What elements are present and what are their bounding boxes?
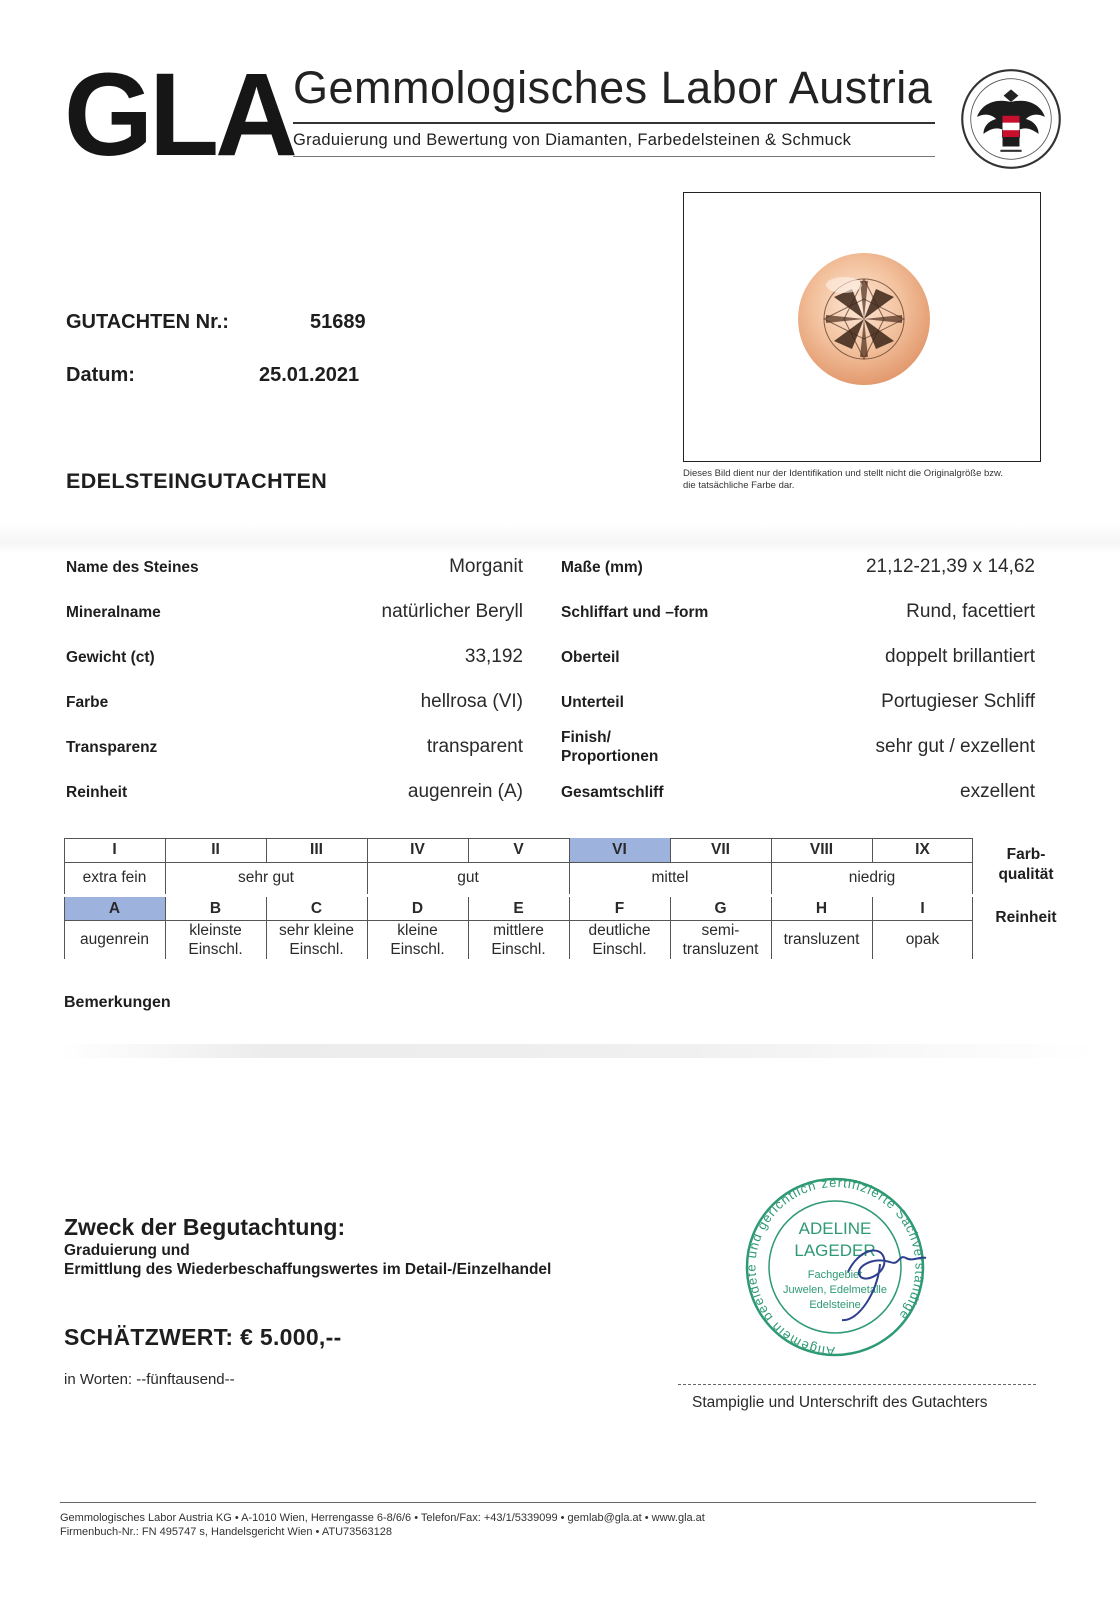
clarity-label: Reinheit xyxy=(995,909,1057,926)
lab-name: Gemmologisches Labor Austria xyxy=(293,62,933,113)
clarity-description-line: Einschl. xyxy=(592,941,647,958)
property-value: Rund, facettiert xyxy=(906,601,1035,622)
clarity-description-line: semi- xyxy=(701,922,740,939)
color-quality-label-line2: qualität xyxy=(998,866,1054,883)
stamp-ring-text: Allgemein beeidete und gerichtlich zertifizierte Sachverständige xyxy=(743,1174,928,1360)
color-grade-cell: II xyxy=(211,841,220,858)
clarity-description xyxy=(367,921,468,959)
property-value: exzellent xyxy=(960,781,1035,802)
clarity-description-line: transluzent xyxy=(682,941,759,958)
austrian-eagle-crest-icon xyxy=(958,66,1064,172)
color-group-label: extra fein xyxy=(82,869,147,886)
property-value: hellrosa (VI) xyxy=(420,691,523,712)
certificate-number: 51689 xyxy=(310,311,366,333)
clarity-grade-cell: F xyxy=(614,900,625,917)
date-label: Datum: xyxy=(66,364,135,386)
property-value: transparent xyxy=(426,736,523,757)
color-grade-cell: VII xyxy=(711,841,730,858)
clarity-grade-cell: C xyxy=(310,900,323,917)
color-quality-label-line1: Farb- xyxy=(1006,846,1046,863)
clarity-description: augenrein xyxy=(80,931,149,948)
property-label: Schliffart und –form xyxy=(561,604,709,621)
color-grade-cell: IX xyxy=(915,841,930,858)
property-label: Maße (mm) xyxy=(561,559,643,576)
property-value: sehr gut / exzellent xyxy=(875,736,1035,757)
clarity-description-line: Einschl. xyxy=(289,941,344,958)
property-value: natürlicher Beryll xyxy=(381,601,523,622)
remarks-band xyxy=(60,1044,1100,1058)
clarity-description-line: Einschl. xyxy=(188,941,243,958)
color-quality-label xyxy=(982,845,1070,885)
color-grade-cell-selected: VI xyxy=(569,838,670,862)
clarity-description xyxy=(670,921,771,959)
clarity-description-line: sehr kleine xyxy=(279,922,354,939)
clarity-grade-cell: G xyxy=(714,900,727,917)
color-grade-cell: V xyxy=(513,841,524,858)
property-value: 33,192 xyxy=(464,646,523,667)
property-label: Unterteil xyxy=(561,694,624,711)
color-grade-cell: I xyxy=(112,841,117,858)
svg-text:Allgemein beeidete und gericht xyxy=(743,1175,927,1359)
stamp-line5: Edelsteine xyxy=(809,1299,861,1311)
property-label: Proportionen xyxy=(561,748,659,765)
footer-address: Gemmologisches Labor Austria KG • A-1010 Wien, Herrengasse 6-8/6/6 • Telefon/Fax: +43/1/5339099 • gemlab@gla.at • www.gla.at xyxy=(60,1512,705,1524)
header-rule xyxy=(293,122,935,124)
clarity-description-line: kleine xyxy=(397,922,438,939)
color-grade-cell: III xyxy=(310,841,323,858)
document-title: EDELSTEINGUTACHTEN xyxy=(66,469,328,493)
stamp-name-line1: ADELINE xyxy=(798,1219,872,1238)
property-value: Morganit xyxy=(449,556,523,577)
property-label: Oberteil xyxy=(561,649,620,666)
color-grade-grid xyxy=(64,838,973,894)
property-value: 21,12-21,39 x 14,62 xyxy=(865,556,1035,577)
clarity-description: opak xyxy=(905,931,940,948)
property-label: Reinheit xyxy=(66,784,128,801)
gemstone-image xyxy=(684,193,1040,461)
clarity-grade-cell: B xyxy=(209,900,222,917)
clarity-grade-cell: D xyxy=(411,900,424,917)
stamp-line3: Fachgebiet xyxy=(807,1269,863,1281)
color-group-label: gut xyxy=(457,869,479,886)
header-rule-bottom xyxy=(293,156,935,157)
clarity-description-line: deutliche xyxy=(588,922,651,939)
remarks-label: Bemerkungen xyxy=(64,994,171,1011)
estimated-value: SCHÄTZWERT: € 5.000,-- xyxy=(64,1324,342,1350)
clarity-grade-cell: H xyxy=(815,900,828,917)
property-value: Portugieser Schliff xyxy=(881,691,1035,712)
property-value: augenrein (A) xyxy=(407,781,523,802)
clarity-description-line: Einschl. xyxy=(491,941,546,958)
color-group-label: niedrig xyxy=(848,869,896,886)
appraiser-stamp-icon xyxy=(740,1172,960,1362)
certificate-number-label: GUTACHTEN Nr.: xyxy=(66,311,229,333)
clarity-grade-cell-selected: A xyxy=(64,897,165,920)
color-group-label: sehr gut xyxy=(237,869,294,886)
estimated-value-in-words: in Worten: --fünftausend-- xyxy=(64,1371,235,1388)
property-label: Finish/ xyxy=(561,729,611,746)
clarity-description-line: mittlere xyxy=(493,922,544,939)
clarity-description: transluzent xyxy=(783,931,860,948)
clarity-description-line: Einschl. xyxy=(390,941,445,958)
clarity-description xyxy=(468,921,569,959)
color-grade-cell: VIII xyxy=(809,841,834,858)
property-value: doppelt brillantiert xyxy=(885,646,1035,667)
stamp-line4: Juwelen, Edelmetalle xyxy=(783,1284,887,1296)
clarity-description xyxy=(165,921,266,959)
color-group-label: mittel xyxy=(651,869,689,886)
property-label: Name des Steines xyxy=(66,559,199,576)
property-label: Gewicht (ct) xyxy=(66,649,155,666)
clarity-description xyxy=(569,921,670,959)
clarity-description xyxy=(266,921,367,959)
signature-label: Stampiglie und Unterschrift des Gutachters xyxy=(692,1394,988,1411)
purpose-line: Graduierung und xyxy=(64,1242,190,1259)
clarity-grade-cell: I xyxy=(920,900,925,917)
date-value: 25.01.2021 xyxy=(259,364,360,386)
lab-subtitle: Graduierung und Bewertung von Diamanten, Farbedelsteinen & Schmuck xyxy=(293,131,852,149)
property-label: Gesamtschliff xyxy=(561,784,664,801)
signature-line xyxy=(678,1384,1036,1385)
decorative-band xyxy=(0,524,1120,554)
footer-rule xyxy=(60,1502,1036,1503)
color-grade-cell: IV xyxy=(410,841,425,858)
gla-logo: GLA xyxy=(64,49,294,181)
stamp-name-line2: LAGEDER xyxy=(794,1241,876,1260)
property-label: Farbe xyxy=(66,694,109,711)
footer-registry: Firmenbuch-Nr.: FN 495747 s, Handelsgericht Wien • ATU73563128 xyxy=(60,1526,392,1538)
photo-disclaimer: Dieses Bild dient nur der Identifikation und stellt nicht die Originalgröße bzw. die tatsächliche Farbe dar. xyxy=(683,468,1004,491)
purpose-line: Ermittlung des Wiederbeschaffungswertes im Detail-/Einzelhandel xyxy=(64,1261,552,1278)
property-label: Mineralname xyxy=(66,604,161,621)
property-label: Transparenz xyxy=(66,739,158,756)
clarity-grade-cell: E xyxy=(513,900,524,917)
clarity-grade-grid xyxy=(64,897,973,959)
clarity-description-line: kleinste xyxy=(189,922,242,939)
purpose-title: Zweck der Begutachtung: xyxy=(64,1214,346,1240)
gemstone-photo xyxy=(683,192,1041,462)
